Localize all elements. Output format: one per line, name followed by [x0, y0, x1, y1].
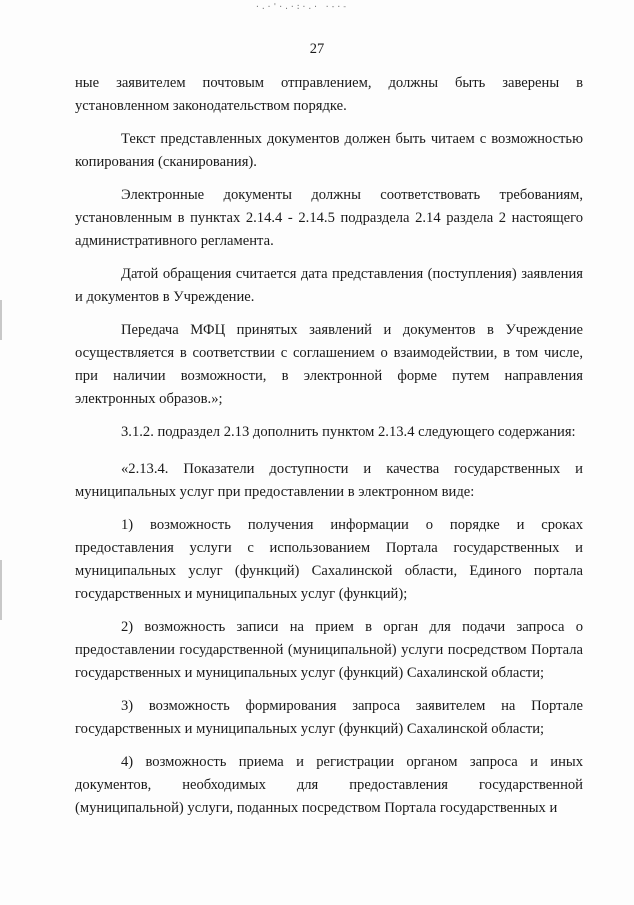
- list-item-2: 2) возможность записи на прием в орган для подачи запроса о предоставлении государственной (муниципальной) услуги посредством Портала государственных и муниципальных услуг (функций) Сахалинской области;: [75, 619, 583, 681]
- paragraph-electronic-documents: Электронные документы должны соответствовать требованиям, установленным в пунктах 2.14.4 - 2.14.5 подраздела 2.14 раздела 2 настоящего административного регламента.: [75, 187, 583, 249]
- scan-edge-mark: [0, 560, 2, 620]
- list-item-3: 3) возможность формирования запроса заявителем на Портале государственных и муниципальных услуг (функций) Сахалинской области;: [75, 698, 583, 737]
- document-body: [75, 72, 583, 830]
- page-number: 27: [309, 41, 325, 57]
- paragraph-continuation: ные заявителем почтовым отправлением, должны быть заверены в установленном законодательством порядке.: [75, 75, 583, 114]
- paragraph-amendment-3-1-2: 3.1.2. подраздел 2.13 дополнить пунктом 2.13.4 следующего содержания:: [121, 424, 576, 440]
- scan-edge-mark: [0, 300, 2, 340]
- paragraph-mfc-transfer: Передача МФЦ принятых заявлений и документов в Учреждение осуществляется в соответствии с соглашением о взаимодействии, в том числе, при наличии возможности, в электронной форме путем направления электронных образов.»;: [75, 322, 583, 407]
- list-item-1: 1) возможность получения информации о порядке и сроках предоставления услуги с использованием Портала государственных и муниципальных услуг (функций) Сахалинской области, Единого портала государственных и муниципальных услуг (функций);: [75, 517, 583, 602]
- scan-artifact: ·.·'·.·:·.· ·-·-: [255, 2, 349, 11]
- paragraph-text-readability: Текст представленных документов должен быть читаем с возможностью копирования (сканирования).: [75, 131, 583, 170]
- paragraph-2-13-4-heading: «2.13.4. Показатели доступности и качества государственных и муниципальных услуг при предоставлении в электронном виде:: [75, 461, 583, 500]
- paragraph-application-date: Датой обращения считается дата представления (поступления) заявления и документов в Учреждение.: [75, 266, 583, 305]
- list-item-4: 4) возможность приема и регистрации органом запроса и иных документов, необходимых для предоставления государственной (муниципальной) услуги, поданных посредством Портала государственных и: [75, 754, 583, 816]
